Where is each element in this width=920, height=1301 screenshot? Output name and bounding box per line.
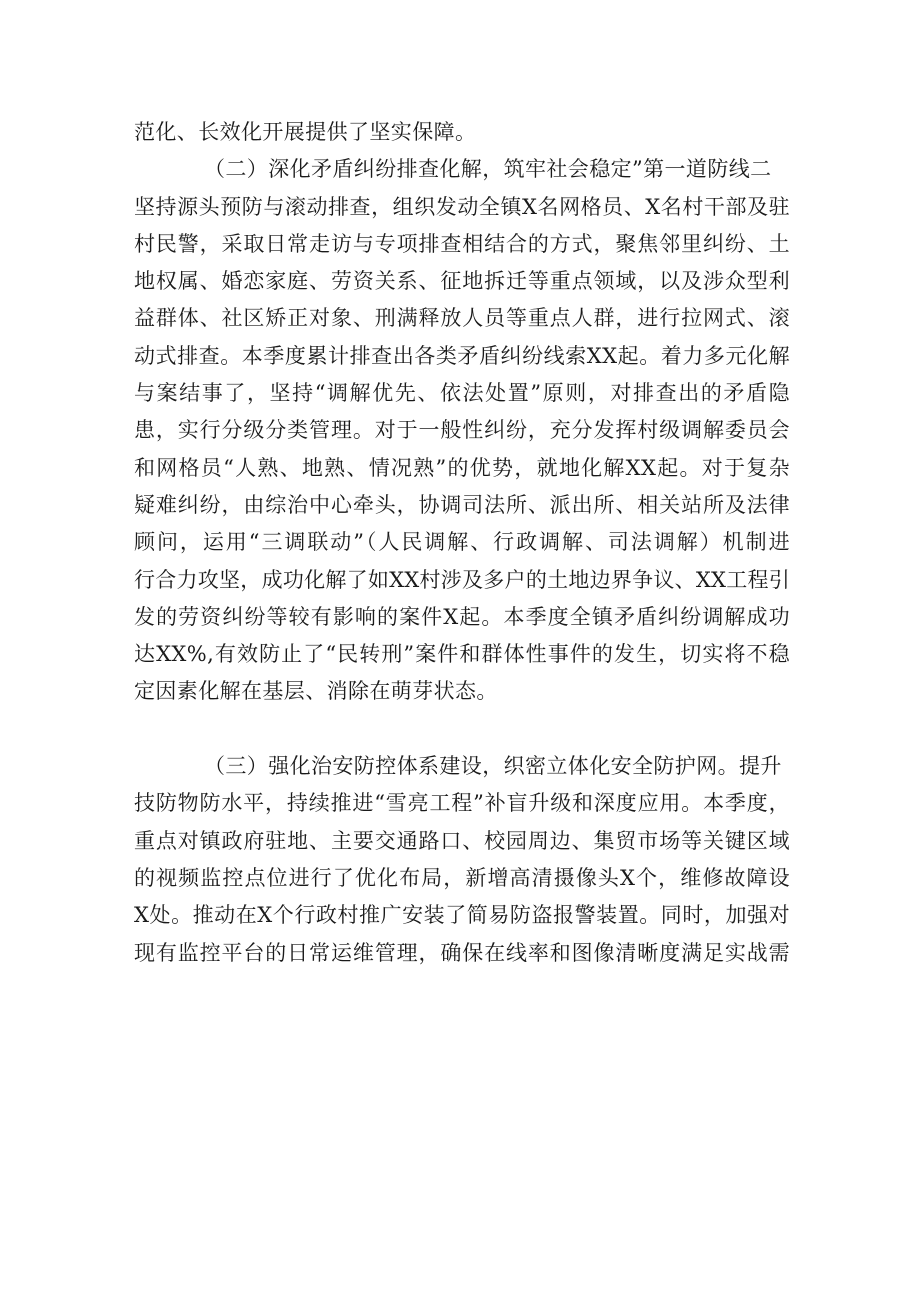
paragraph-line: 地权属、婚恋家庭、劳资关系、征地拆迁等重点领域，以及涉众型利 [134, 269, 790, 294]
paragraph-line: 坚持源头预防与滚动排查，组织发动全镇X名网格员、X名村干部及驻 [134, 194, 790, 219]
paragraph-line: 益群体、社区矫正对象、刑满释放人员等重点人群，进行拉网式、滚 [134, 306, 790, 331]
paragraph-line: 动式排查。本季度累计排查出各类矛盾纠纷线索XX起。着力多元化解 [134, 343, 790, 368]
paragraph-line: 和网格员“人熟、地熟、情况熟”的优势，就地化解XX起。对于复杂 [134, 455, 790, 480]
section-heading-2: （二）深化矛盾纠纷排查化解，筑牢社会稳定”第一道防线二 [204, 157, 772, 182]
paragraph-line: X处。推动在X个行政村推广安装了简易防盗报警装置。同时，加强对 [134, 903, 790, 928]
paragraph-spacer [134, 711, 790, 748]
paragraph-line: 患，实行分级分类管理。对于一般性纠纷，充分发挥村级调解委员会 [134, 418, 790, 443]
paragraph-line: 范化、长效化开展提供了坚实保障。 [134, 120, 477, 144]
paragraph-line: 定因素化解在基层、消除在萌芽状态。 [134, 679, 498, 704]
paragraph-line: 村民警，采取日常走访与专项排查相结合的方式，聚焦邻里纠纷、土 [134, 231, 790, 256]
paragraph-line: 重点对镇政府驻地、主要交通路口、校园周边、集贸市场等关键区域 [134, 828, 790, 853]
paragraph-line: 的视频监控点位进行了优化布局，新增高清摄像头X个，维修故障设 [134, 865, 790, 890]
paragraph-line: 行合力攻坚，成功化解了如XX村涉及多户的土地边界争议、XX工程引 [134, 567, 790, 592]
section-heading-3: （三）强化治安防控体系建设，织密立体化安全防护网。提升 [204, 754, 782, 779]
paragraph-line: 顾问，运用“三调联动”（人民调解、行政调解、司法调解）机制进 [134, 530, 790, 555]
paragraph-line: 发的劳资纠纷等较有影响的案件X起。本季度全镇矛盾纠纷调解成功 [134, 604, 790, 629]
paragraph-line: 技防物防水平，持续推进“雪亮工程”补盲升级和深度应用。本季度， [134, 791, 790, 816]
paragraph-line: 疑难纠纷，由综治中心牵头，协调司法所、派出所、相关站所及法律 [134, 492, 790, 517]
paragraph-line: 与案结事了，坚持“调解优先、依法处置”原则，对排查出的矛盾隐 [134, 381, 790, 406]
paragraph-line: 达XX%,有效防止了“民转刑”案件和群体性事件的发生，切实将不稳 [134, 642, 790, 667]
document-body [134, 114, 790, 972]
paragraph-line: 现有监控平台的日常运维管理，确保在线率和图像清晰度满足实战需 [134, 940, 790, 965]
